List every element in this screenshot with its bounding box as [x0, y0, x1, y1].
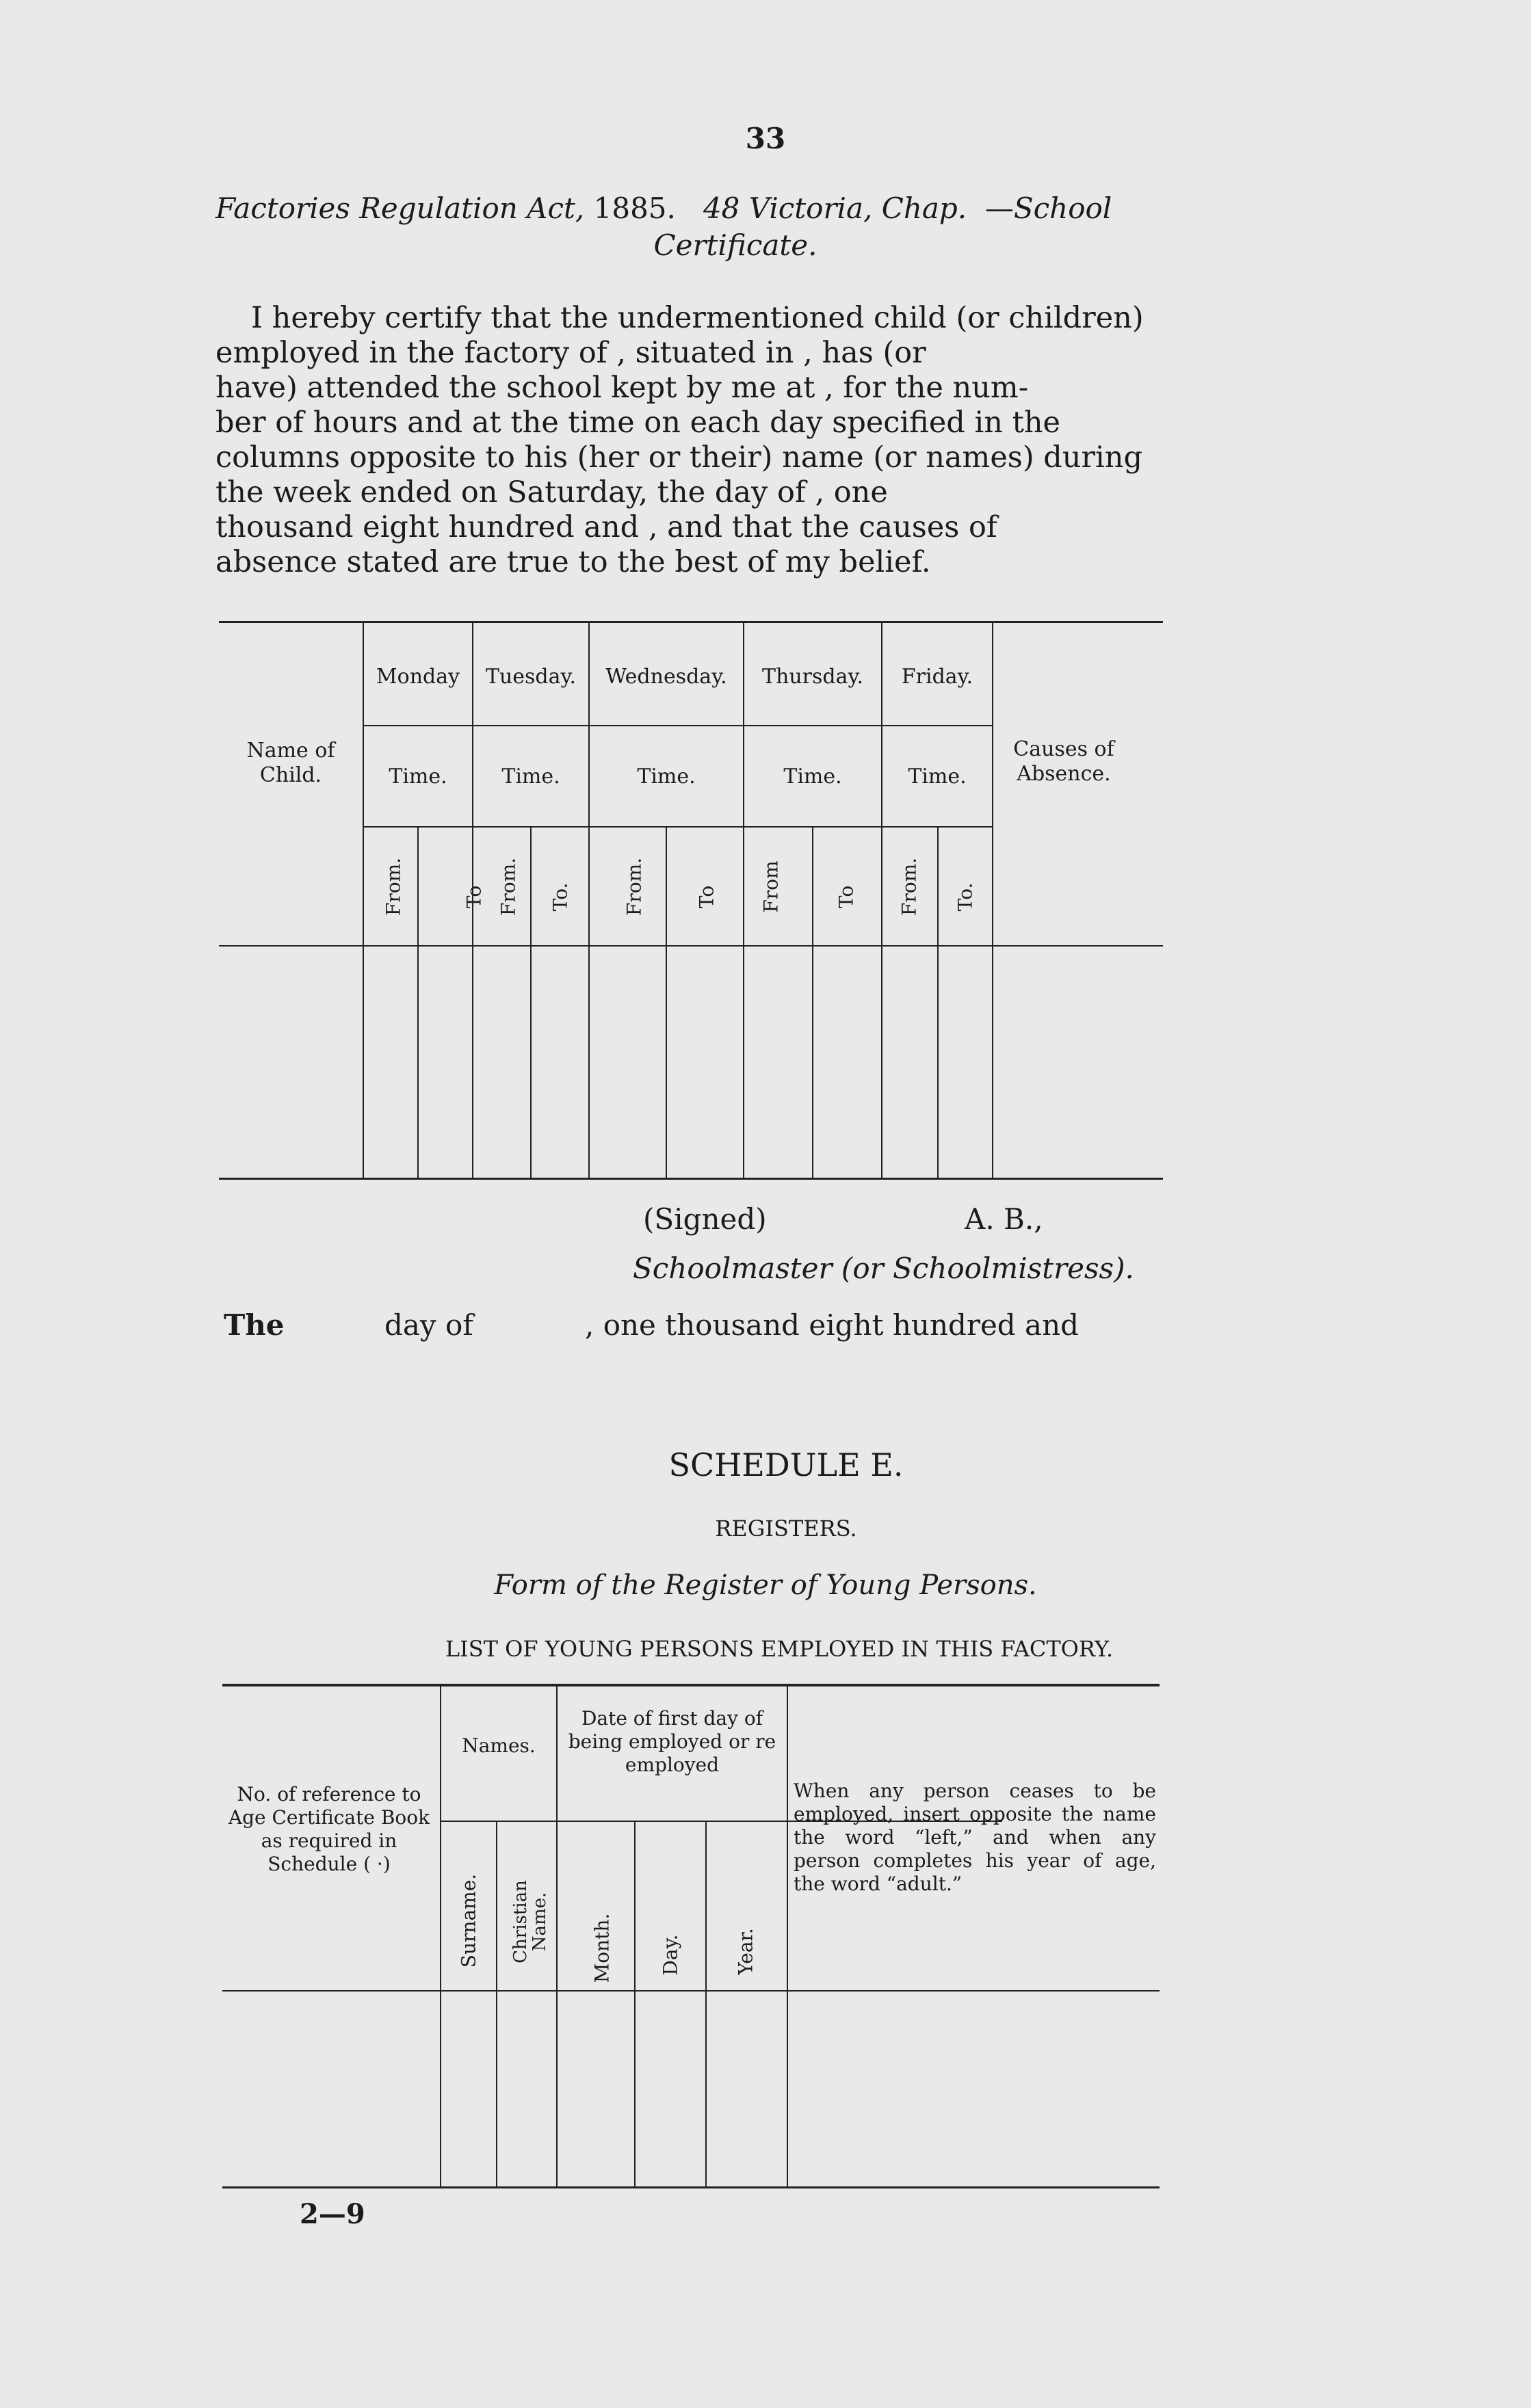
signed-initials: A. B.,: [965, 1202, 1043, 1236]
time-header: Time.: [908, 765, 967, 789]
signature-mark: 2—9: [300, 2198, 365, 2230]
certificate-line: thousand eight hundred and , and that the causes of: [215, 510, 997, 544]
title-act: Factories Regulation Act,: [215, 191, 585, 225]
list-title: LIST OF YOUNG PERSONS EMPLOYED IN THIS FACTORY.: [445, 1636, 1114, 1662]
subcol-day: Day.: [659, 1934, 682, 1976]
table-rule-top: [219, 621, 1163, 623]
subcol-from: From.: [623, 857, 646, 916]
certificate-line: employed in the factory of , situated in , has (or: [215, 336, 926, 370]
title-year: 1885.: [593, 191, 676, 225]
name-of-child-header: Name of Child.: [246, 739, 335, 787]
certificate-line: absence stated are true to the best of my belief.: [215, 545, 931, 579]
causes-of-absence-header: Causes of Absence.: [1013, 737, 1114, 786]
title-subtitle: Certificate.: [653, 228, 817, 262]
day-header: Monday: [376, 665, 460, 689]
table-vline: [496, 1821, 497, 2186]
certificate-line: have) attended the school kept by me at , for the num-: [215, 371, 1029, 405]
schedule-title: SCHEDULE E.: [668, 1446, 904, 1483]
subcol-christian-name: Christian Name.: [510, 1880, 550, 1963]
table-rule: [222, 1990, 1160, 1992]
title-school: —School: [984, 191, 1112, 225]
time-header: Time.: [637, 765, 696, 789]
registers-heading: REGISTERS.: [715, 1516, 857, 1542]
attendance-table: [219, 616, 1163, 1183]
title-chapter: 48 Victoria, Chap.: [703, 191, 967, 225]
table-vline: [992, 622, 993, 1178]
table-subline: [812, 828, 813, 1178]
table-vline: [363, 622, 364, 1178]
page-number: 33: [745, 122, 786, 155]
table-rule-top: [222, 1684, 1160, 1686]
certificate-line: I hereby certify that the undermentioned child (or children): [251, 301, 1144, 335]
table-rule-bottom: [222, 2186, 1160, 2188]
subcol-year: Year.: [734, 1928, 757, 1975]
table-subline: [937, 828, 939, 1178]
subcol-from: From.: [497, 857, 520, 916]
date-line-rest: , one thousand eight hundred and: [585, 1308, 1079, 1342]
subcol-month: Month.: [590, 1913, 614, 1983]
subcol-to: To.: [549, 882, 572, 912]
subcol-surname: Surname.: [457, 1873, 480, 1968]
table-rule: [363, 826, 992, 828]
date-employed-header: Date of first day of being employed or re employed: [568, 1707, 776, 1776]
time-header: Time.: [501, 765, 560, 789]
left-adult-note: When any person ceases to be employed, insert opposite the name the word “left,” and when any person completes his year of age, the word “adult.”: [794, 1779, 1156, 1895]
day-header: Wednesday.: [605, 665, 727, 689]
table-subline: [666, 828, 667, 1178]
certificate-paragraph: [215, 301, 1149, 580]
subcol-from: From: [759, 860, 783, 913]
table-vline: [588, 622, 590, 1178]
subcol-from: From.: [898, 857, 921, 916]
register-table: [222, 1684, 1160, 2190]
table-subline: [417, 828, 419, 1178]
subcol-to: To.: [954, 882, 977, 912]
table-vline: [743, 622, 744, 1178]
subcol-from: From.: [382, 857, 405, 916]
time-header: Time.: [389, 765, 447, 789]
table-vline: [881, 622, 882, 1178]
reference-header: No. of reference to Age Certificate Book as required in Schedule ( ·): [228, 1783, 430, 1875]
day-header: Friday.: [901, 665, 973, 689]
table-rule: [363, 725, 992, 726]
table-vline: [787, 1686, 788, 2186]
subcol-to: To: [695, 885, 718, 909]
date-line-the: The: [224, 1308, 285, 1342]
table-rule: [219, 945, 1163, 947]
table-vline: [705, 1821, 707, 2186]
time-header: Time.: [783, 765, 842, 789]
table-vline: [634, 1821, 636, 2186]
certificate-line: ber of hours and at the time on each day specified in the: [215, 406, 1060, 440]
form-title: Form of the Register of Young Persons.: [494, 1570, 1037, 1601]
table-subline: [530, 828, 532, 1178]
table-vline: [440, 1686, 441, 2186]
subcol-to: To: [462, 885, 486, 909]
page-title: [215, 190, 1173, 264]
names-header: Names.: [462, 1734, 536, 1757]
subcol-to: To: [835, 885, 858, 909]
table-rule-bottom: [219, 1178, 1163, 1180]
date-line-day: day of: [384, 1308, 473, 1342]
certificate-line: columns opposite to his (her or their) name (or names) during: [215, 440, 1143, 475]
signed-label: (Signed): [643, 1202, 767, 1236]
day-header: Tuesday.: [485, 665, 577, 689]
schoolmaster-line: Schoolmaster (or Schoolmistress).: [633, 1252, 1134, 1285]
day-header: Thursday.: [762, 665, 863, 689]
certificate-line: the week ended on Saturday, the day of , one: [215, 475, 888, 510]
